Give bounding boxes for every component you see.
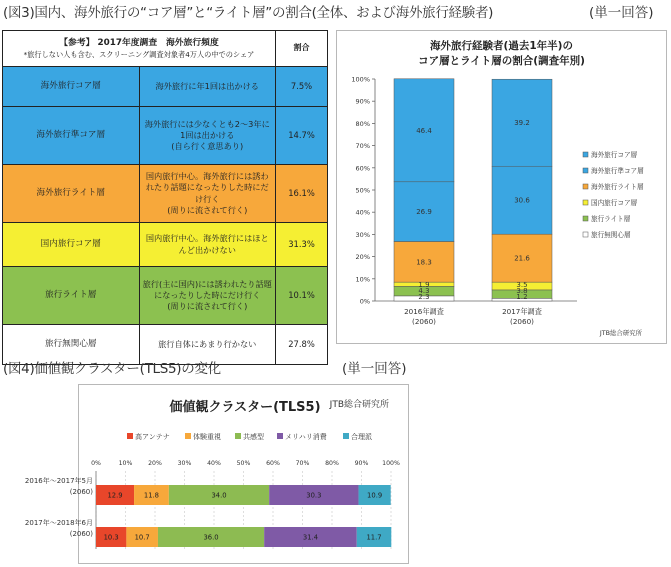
chart2-legend-swatch [277,433,283,439]
chart1-data-label: 26.9 [416,208,432,217]
chart2-y-tick-label: (2060) [69,530,93,538]
chart1-legend-label: 国内旅行コア層 [591,199,638,207]
chart1-data-label: 3.8 [516,287,528,295]
chart1-data-label: 1.2 [516,293,528,301]
chart1-x-tick-label: 2017年調査 [502,307,542,316]
chart1-legend-swatch [583,152,588,157]
table-cell-description: 国内旅行中心。海外旅行には誘われたり話題になったりした時にだけ行く (周りに流されて行く) [139,165,276,223]
table-cell-segment: 旅行無関心層 [3,325,140,365]
chart1-x-tick-label: (2060) [412,317,436,326]
chart2-data-label: 12.9 [107,491,123,500]
chart1-x-tick-label: 2016年調査 [404,307,444,316]
table-cell-segment: 海外旅行コア層 [3,67,140,107]
chart2-x-tick-label: 50% [236,460,251,467]
chart1-plot [337,31,668,345]
chart2-y-tick-label: (2060) [69,488,93,496]
chart2-x-tick-label: 60% [266,460,280,467]
chart1-y-tick-label: 80% [355,119,370,128]
chart2-x-tick-label: 40% [207,460,221,467]
chart2-data-label: 34.0 [211,491,227,500]
chart2-title: 価値観クラスター(TLS5) [169,400,321,415]
chart1-legend-label: 旅行無関心層 [591,231,631,239]
chart2-legend-label: 共感型 [243,433,264,441]
chart2-legend-swatch [343,433,349,439]
chart1-y-tick-label: 90% [355,97,370,106]
table-header-title: 【参考】 2017年度調査 海外旅行頻度 [59,37,219,48]
chart2-legend-label: 合理派 [351,433,372,441]
chart1-data-label: 21.6 [514,254,530,263]
chart2-legend-swatch [185,433,191,439]
figure4-title: (図4)価値観クラスター(TLS5)の変化 [3,361,221,377]
chart2-data-label: 36.0 [203,533,219,542]
chart1-legend-swatch [583,200,588,205]
figure3-title: (図3)国内、海外旅行の“コア層”と“ライト層”の割合(全体、および海外旅行経験者) [3,5,494,21]
chart1-legend-label: 海外旅行準コア層 [591,167,644,175]
table-cell-segment: 海外旅行ライト層 [3,165,140,223]
table-cell-description: 国内旅行中心。海外旅行にはほとんど出かけない [139,223,276,267]
chart2-x-tick-label: 90% [354,460,369,467]
chart2-legend-label: 高アンテナ [135,433,170,441]
chart1-data-label: 1.9 [418,281,430,289]
chart2-legend-swatch [127,433,133,439]
chart1-legend-swatch [583,232,588,237]
chart1-legend-label: 海外旅行コア層 [591,151,638,159]
chart1-y-tick-label: 60% [355,164,370,173]
chart1-data-label: 18.3 [416,258,432,267]
figure4-answer-type: (単一回答) [342,361,407,377]
chart2-data-label: 31.4 [302,533,319,542]
chart2-plot [79,385,410,565]
chart1-y-tick-label: 30% [355,230,370,239]
chart2-data-label: 10.9 [367,491,383,500]
table-cell-share: 16.1% [276,165,328,223]
chart1-legend-label: 海外旅行ライト層 [591,183,644,191]
chart2-legend-label: メリハリ消費 [285,433,327,441]
chart2-x-tick-label: 20% [148,460,162,467]
table-cell-segment: 旅行ライト層 [3,267,140,325]
chart2-x-tick-label: 0% [91,460,101,467]
chart1-data-label: 39.2 [514,119,530,128]
chart2-x-tick-label: 100% [382,460,400,467]
chart1-y-tick-label: 50% [355,186,370,195]
chart1-data-label: 46.4 [416,126,432,135]
chart1-y-tick-label: 0% [359,297,370,306]
chart2-x-tick-label: 80% [325,460,339,467]
chart1-legend-swatch [583,184,588,189]
table-header-note: *旅行しない人も含む、スクリーニング調査対象者4万人の中でのシェア [23,49,255,59]
table-header-share: 割合 [276,31,328,67]
table-cell-description: 旅行自体にあまり行かない [139,325,276,365]
table-row [3,107,328,165]
chart2-x-tick-label: 70% [295,460,310,467]
table-cell-share: 10.1% [276,267,328,325]
chart2-data-label: 10.7 [134,533,150,542]
table-cell-description: 旅行(主に国内)には誘われたり話題になったりした時にだけ行く (周りに流されて行く) [139,267,276,325]
table-cell-share: 31.3% [276,223,328,267]
chart1-y-tick-label: 20% [355,253,370,262]
chart1-legend-swatch [583,168,588,173]
chart2-legend-swatch [235,433,241,439]
table-header-row [3,31,328,67]
table-row [3,67,328,107]
chart1-title: 海外旅行経験者(過去1年半)の コア層とライト層の割合(調査年別) [418,40,585,68]
chart2-data-label: 11.7 [366,533,382,542]
table-cell-description: 海外旅行には少なくとも2～3年に1回は出かける (自ら行く意思あり) [139,107,276,165]
chart1-legend-label: 旅行ライト層 [591,215,631,223]
table-cell-description: 海外旅行に年1回は出かける [139,67,276,107]
table-row [3,223,328,267]
frequency-table [2,30,328,365]
table-header-title-cell [3,31,276,67]
chart1-data-label: 2.3 [418,293,430,301]
chart2-y-tick-label: 2017年～2018年6月 [24,519,93,527]
chart1-data-label: 30.6 [514,196,530,205]
chart1-panel [336,30,667,344]
chart1-data-label: 4.3 [418,287,430,295]
table-row [3,267,328,325]
table-cell-share: 27.8% [276,325,328,365]
chart1-y-tick-label: 100% [351,75,370,84]
table-cell-share: 7.5% [276,67,328,107]
table-cell-segment: 国内旅行コア層 [3,223,140,267]
chart2-legend-label: 体験重視 [193,433,221,441]
chart2-x-tick-label: 30% [177,460,192,467]
chart2-panel [78,384,409,564]
chart1-x-tick-label: (2060) [510,317,534,326]
table-cell-segment: 海外旅行準コア層 [3,107,140,165]
chart1-data-label: 3.5 [516,281,528,289]
table-row [3,165,328,223]
chart1-y-tick-label: 40% [355,208,370,217]
figure3-answer-type: (単一回答) [589,5,654,21]
chart1-y-tick-label: 10% [355,275,370,284]
chart2-data-label: 30.3 [306,491,322,500]
chart1-legend-swatch [583,216,588,221]
chart2-data-label: 11.8 [143,491,160,500]
chart1-source: JTB総合研究所 [599,329,642,337]
chart2-data-label: 10.3 [103,533,119,542]
chart2-y-tick-label: 2016年～2017年5月 [24,477,93,485]
table-cell-share: 14.7% [276,107,328,165]
chart2-x-tick-label: 10% [118,460,133,467]
chart2-source: JTB総合研究所 [329,400,389,410]
chart1-y-tick-label: 70% [355,142,370,151]
